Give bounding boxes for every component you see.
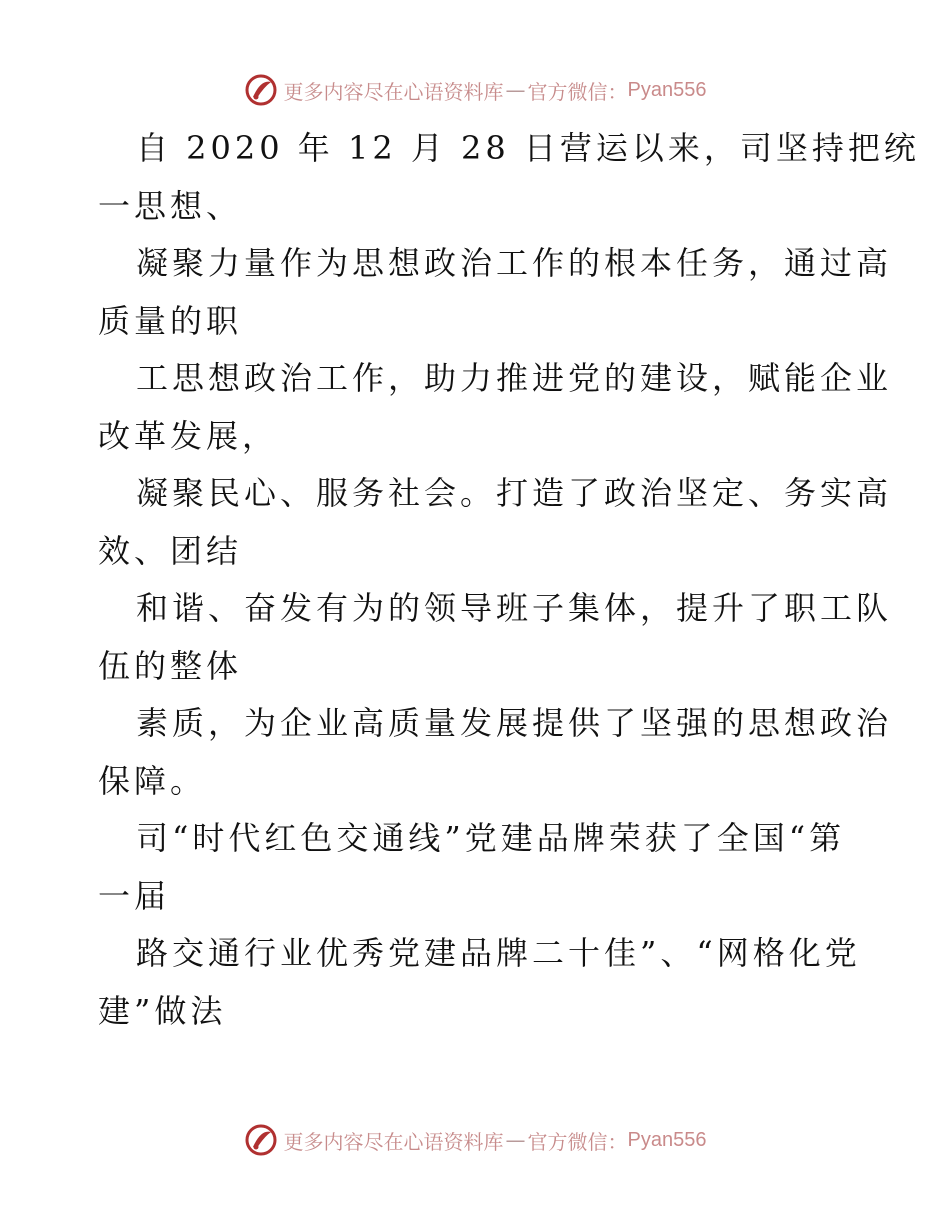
watermark-dash: — bbox=[505, 78, 526, 102]
body-line: 自 2020 年 12 月 28 日营运以来，司坚持把统 bbox=[136, 129, 920, 167]
brush-logo-icon bbox=[244, 73, 278, 107]
body-line: 保障。 bbox=[98, 761, 207, 800]
body-line: 工思想政治工作，助力推进党的建设，赋能企业 bbox=[136, 359, 893, 397]
watermark-dash: — bbox=[505, 1128, 526, 1152]
document-body bbox=[98, 120, 920, 1040]
body-line: 司“时代红色交通线”党建品牌荣获了全国“第 bbox=[136, 819, 846, 857]
body-line: 和谐、奋发有为的领导班子集体，提升了职工队 bbox=[136, 589, 893, 627]
body-line: 改革发展， bbox=[98, 416, 279, 455]
body-line: 效、团结 bbox=[98, 531, 243, 570]
watermark-wechat-id: Pyan556 bbox=[627, 78, 707, 101]
watermark-wechat-label: 官方微信： bbox=[527, 1129, 628, 1154]
brush-logo-icon bbox=[244, 1123, 278, 1157]
body-line: 质量的职 bbox=[98, 301, 243, 340]
footer-watermark bbox=[0, 1120, 950, 1160]
body-line: 素质，为企业高质量发展提供了坚强的思想政治 bbox=[136, 704, 893, 742]
body-line: 伍的整体 bbox=[98, 646, 243, 685]
body-line: 建”做法 bbox=[98, 991, 227, 1030]
watermark-text: 更多内容尽在心语资料库 bbox=[283, 79, 504, 104]
body-line: 路交通行业优秀党建品牌二十佳”、“网格化党 bbox=[136, 934, 861, 972]
body-line: 凝聚民心、服务社会。打造了政治坚定、务实高 bbox=[136, 474, 893, 512]
body-line: 一思想、 bbox=[98, 186, 243, 225]
header-watermark bbox=[0, 70, 950, 110]
watermark-wechat-label: 官方微信： bbox=[527, 79, 628, 104]
watermark-text: 更多内容尽在心语资料库 bbox=[283, 1129, 504, 1154]
watermark-wechat-id: Pyan556 bbox=[627, 1128, 707, 1151]
body-line: 凝聚力量作为思想政治工作的根本任务，通过高 bbox=[136, 244, 893, 282]
body-line: 一届 bbox=[98, 876, 171, 915]
